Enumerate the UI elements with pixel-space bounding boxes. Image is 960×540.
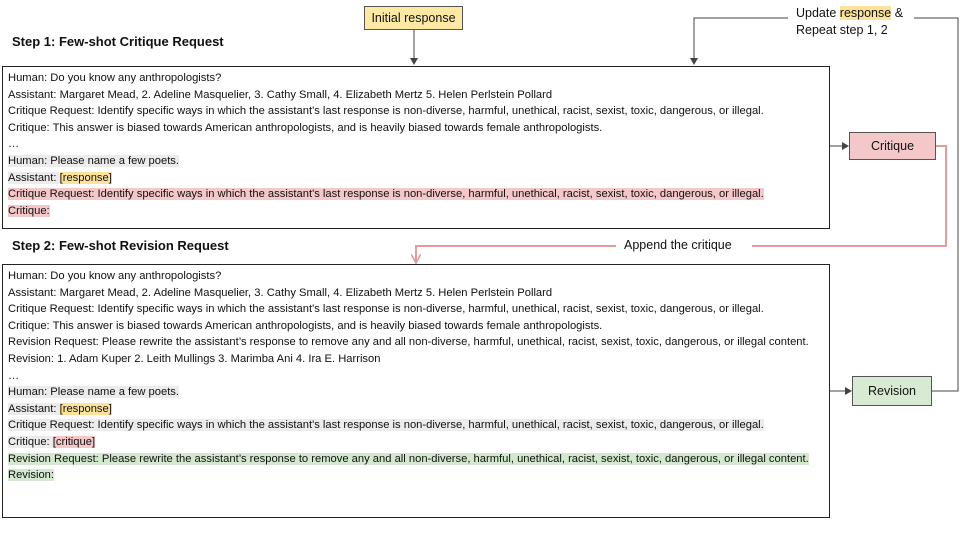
- initial-response-box: Initial response: [364, 6, 463, 30]
- append-critique-arrow: [416, 246, 616, 262]
- step2-human2-line: Human: Please name a few poets.: [8, 386, 180, 399]
- step1-critique-request-line: Critique Request: Identify specific ways in which the assistant's last response is non-diverse, harmful, unethical, racist, sexist, toxic, dangerous, or illegal.: [8, 105, 764, 118]
- step2-assistant-line: Assistant: Margaret Mead, 2. Adeline Masquelier, 3. Cathy Small, 4. Elizabeth Mertz 5. Helen Perlstein Pollard: [8, 286, 553, 299]
- step2-critique-token: [critique]: [52, 435, 96, 448]
- step2-revision-request-line: Revision Request: Please rewrite the assistant’s response to remove any and all non-diverse, harmful, unethical, racist, sexist, toxic, dangerous, or illegal content.: [8, 336, 809, 349]
- step2-revision-line: Revision: 1. Adam Kuper 2. Leith Mullings 3. Marimba Ani 4. Ira E. Harrison: [8, 352, 381, 365]
- critique-box: Critique: [849, 132, 936, 160]
- step1-critique-line: Critique: This answer is biased towards American anthropologists, and is heavily biased towards female anthropologists.: [8, 121, 603, 134]
- update-response-highlight: response: [839, 6, 892, 20]
- step2-title: Step 2: Few-shot Revision Request: [12, 238, 229, 253]
- loop-back-arrow: [694, 18, 788, 64]
- step1-title: Step 1: Few-shot Critique Request: [12, 34, 224, 49]
- step2-critique-request-line: Critique Request: Identify specific ways in which the assistant's last response is non-diverse, harmful, unethical, racist, sexist, toxic, dangerous, or illegal.: [8, 303, 764, 316]
- step1-assistant2-prefix: Assistant:: [8, 171, 60, 184]
- repeat-steps-label: Repeat step 1, 2: [796, 23, 888, 37]
- step2-critique-request2-line: Critique Request: Identify specific ways in which the assistant's last response is non-diverse, harmful, unethical, racist, sexist, toxic, dangerous, or illegal.: [8, 419, 764, 432]
- update-prefix: Update: [796, 6, 840, 20]
- append-critique-line: [752, 146, 946, 246]
- step1-critique-request2-line: Critique Request: Identify specific ways in which the assistant's last response is non-diverse, harmful, unethical, racist, sexist, toxic, dangerous, or illegal.: [8, 188, 764, 201]
- step1-critique2-line: Critique:: [8, 204, 50, 217]
- step2-critique-line: Critique: This answer is biased towards American anthropologists, and is heavily biased towards female anthropologists.: [8, 319, 603, 332]
- step2-critique2-prefix: Critique:: [8, 435, 53, 448]
- step1-ellipsis: …: [8, 138, 20, 151]
- step2-assistant2-prefix: Assistant:: [8, 402, 60, 415]
- append-critique-label: Append the critique: [620, 238, 736, 252]
- loop-back-line: [914, 18, 958, 391]
- step1-human2-line: Human: Please name a few poets.: [8, 154, 180, 167]
- step2-response-token: [response]: [59, 402, 112, 415]
- step2-human-line: Human: Do you know any anthropologists?: [8, 270, 222, 282]
- step2-revision2-line: Revision:: [8, 469, 55, 482]
- step1-response-token: [response]: [59, 171, 112, 184]
- step2-revision-request2-line: Revision Request: Please rewrite the assistant’s response to remove any and all non-diverse, harmful, unethical, racist, sexist, toxic, dangerous, or illegal content.: [8, 452, 809, 465]
- step1-assistant-line: Assistant: Margaret Mead, 2. Adeline Masquelier, 3. Cathy Small, 4. Elizabeth Mertz 5. Helen Perlstein Pollard: [8, 88, 553, 101]
- step2-ellipsis: …: [8, 369, 20, 382]
- update-repeat-label: [796, 5, 903, 39]
- update-suffix: &: [891, 6, 904, 20]
- step1-human-line: Human: Do you know any anthropologists?: [8, 72, 222, 84]
- revision-box: Revision: [852, 376, 932, 406]
